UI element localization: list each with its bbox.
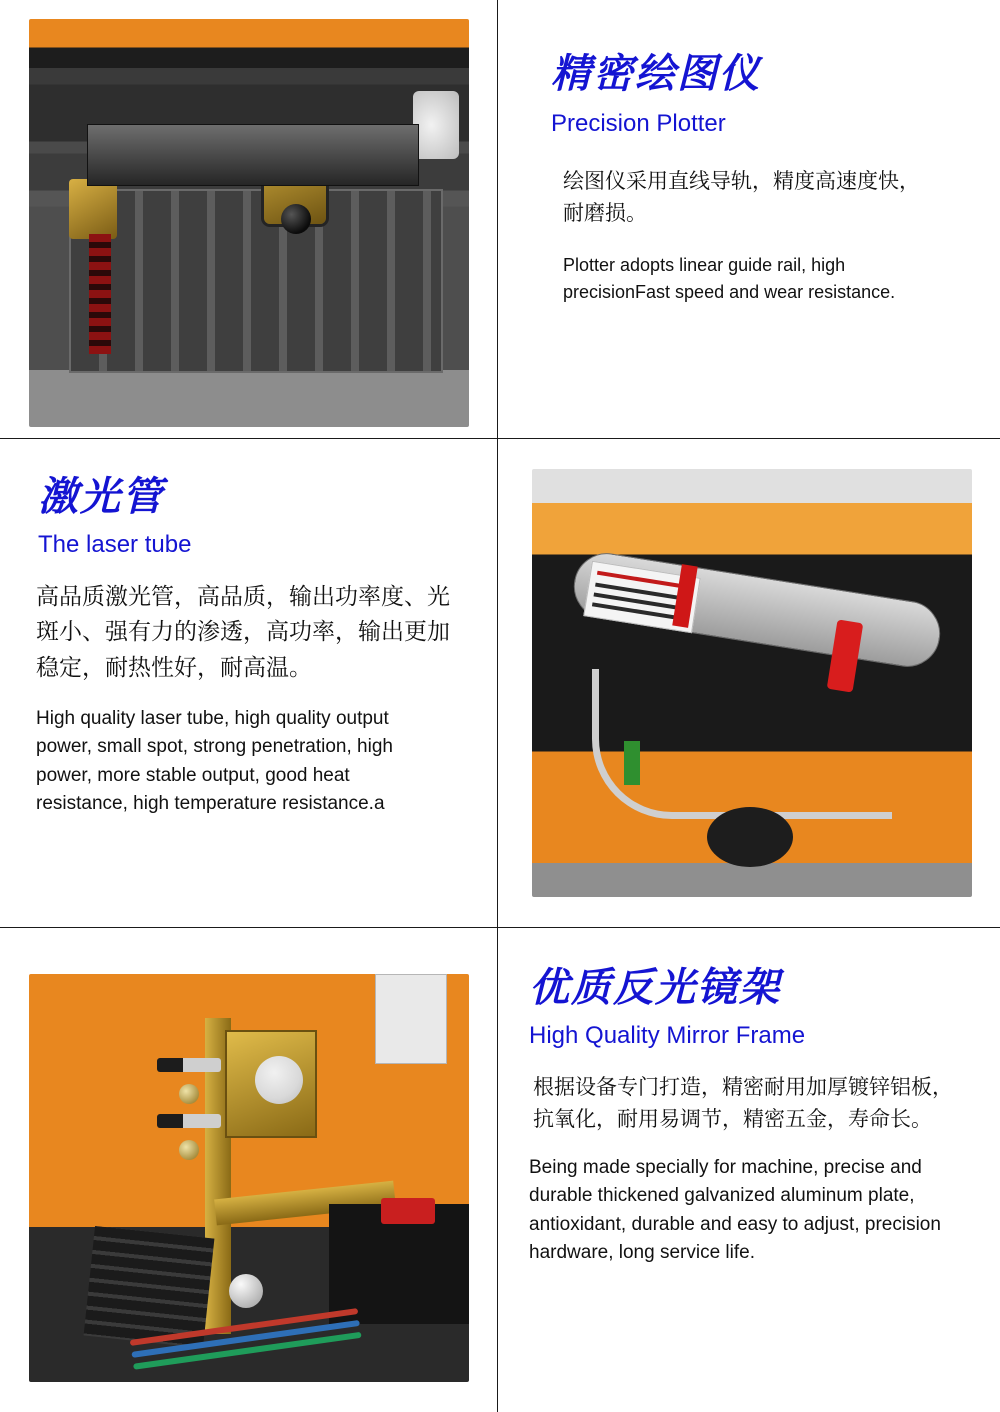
photo-detail-cabinet-cutout <box>707 807 793 867</box>
photo-detail-adjust-screw-bottom <box>157 1114 221 1128</box>
plotter-text-column <box>497 0 1000 438</box>
mirror-frame-text-column <box>497 928 1000 1412</box>
photo-detail-sensor-box <box>375 974 447 1064</box>
photo-detail-roll <box>413 91 459 159</box>
section-body-cn-mirror-frame: 根据设备专门打造，精密耐用加厚镀锌铝板，抗氧化，耐用易调节，精密五金，寿命长。 <box>533 1074 953 1132</box>
feature-section-precision-plotter <box>0 0 1000 438</box>
section-title-en-precision-plotter: Precision Plotter <box>551 110 726 137</box>
photo-detail-red-clip <box>99 159 125 181</box>
mirror-frame-photo <box>29 974 469 1382</box>
photo-detail-mirror-disc <box>255 1056 303 1104</box>
plotter-photo <box>29 19 469 427</box>
plotter-photo-frame <box>0 0 497 438</box>
photo-detail-lens <box>281 204 311 234</box>
section-body-cn-precision-plotter: 绘图仪采用直线导轨，精度高速度快，耐磨损。 <box>563 168 920 226</box>
section-body-en-precision-plotter: Plotter adopts linear guide rail, high precisionFast speed and wear resistance. <box>563 254 896 302</box>
photo-detail-drag-chain <box>83 1226 214 1348</box>
section-body-en-laser-tube: High quality laser tube, high quality output power, small spot, strong penetration, high power, more stable output, good heat resistance, high temperature resistance.a <box>36 707 393 815</box>
photo-detail-mirror-block <box>69 179 117 239</box>
laser-tube-photo-frame <box>497 439 1000 927</box>
photo-detail-knob-top <box>179 1084 199 1104</box>
photo-detail-roller <box>229 1274 263 1308</box>
section-body-en-mirror-frame: Being made specially for machine, precise and durable thickened galvanized aluminum plate, antioxidant, durable and easy to adjust, precision hardware, long service life. <box>529 1156 941 1264</box>
photo-detail-knob-bottom <box>179 1140 199 1160</box>
photo-detail-red-connector <box>381 1198 435 1224</box>
section-title-en-mirror-frame: High Quality Mirror Frame <box>529 1022 806 1049</box>
section-title-cn-precision-plotter: 精密绘图仪 <box>551 51 761 97</box>
mirror-frame-photo-frame <box>0 928 497 1412</box>
laser-tube-photo <box>532 469 972 897</box>
laser-tube-text-column <box>0 439 497 927</box>
photo-detail-green-marker <box>624 741 640 785</box>
section-title-cn-laser-tube: 激光管 <box>38 474 164 520</box>
section-title-en-laser-tube: The laser tube <box>38 531 192 558</box>
photo-detail-adjust-screw-top <box>157 1058 221 1072</box>
section-body-cn-laser-tube: 高品质激光管，高品质，输出功率度、光斑小、强有力的渗透，高功率，输出更加稳定，耐热性好，耐高温。 <box>36 583 450 682</box>
photo-detail-cable-strip <box>89 234 111 354</box>
feature-section-mirror-frame <box>0 928 1000 1412</box>
feature-section-laser-tube <box>0 439 1000 927</box>
section-title-cn-mirror-frame: 优质反光镜架 <box>529 965 781 1011</box>
